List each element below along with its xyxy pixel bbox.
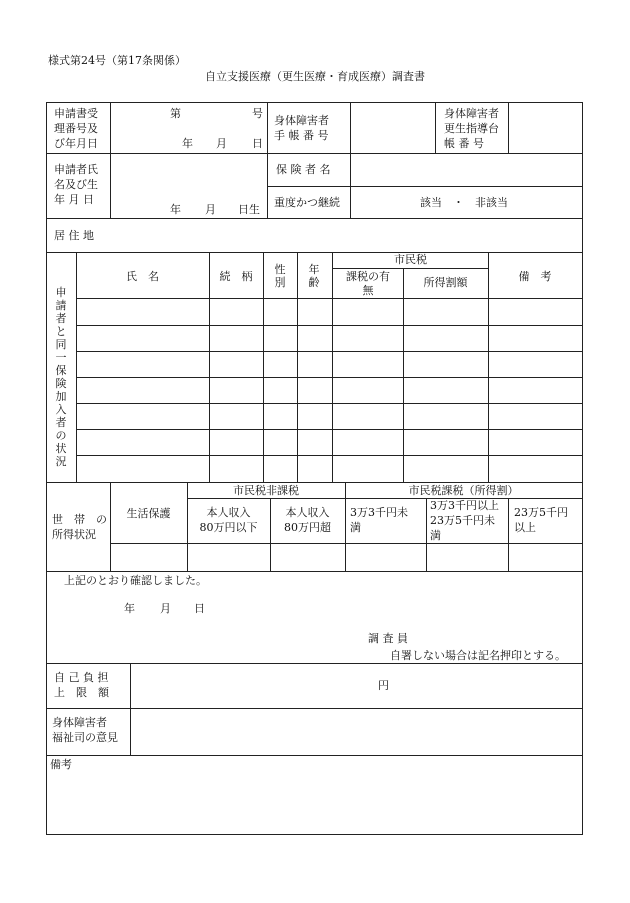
confirm-year: 年: [124, 602, 135, 615]
birth-year: 年: [170, 203, 181, 216]
shido-label-1: 身体障害者: [444, 107, 499, 120]
severe-label: 重度かつ継続: [274, 196, 340, 209]
hikazei-b2: 80万円超: [284, 521, 331, 534]
birth-day: 日生: [238, 203, 260, 216]
kazei-b3: 満: [430, 529, 441, 542]
receipt-label-1: 申請書受: [54, 107, 98, 120]
form-number: 様式第24号（第17条関係）: [48, 54, 186, 67]
receipt-label-3: び年月日: [54, 137, 98, 150]
confirm-text: 上記のとおり確認しました。: [64, 574, 207, 587]
opinion-label-1: 身体障害者: [52, 716, 107, 729]
hikazei-header: 市民税非課税: [233, 484, 299, 497]
receipt-month: 月: [216, 137, 227, 150]
receipt-dai: 第: [170, 107, 181, 120]
hikazei-b1: 本人収入: [285, 506, 330, 519]
severe-value: 該当 ・ 非該当: [420, 196, 508, 209]
limit-label-2: 上 限 額: [54, 686, 109, 699]
kazei-b2: 23万5千円未: [430, 514, 495, 527]
receipt-go: 号: [252, 107, 263, 120]
col-sex: 性別: [274, 263, 286, 289]
col-note: 備 考: [518, 270, 552, 283]
shido-label-2: 更生指導台: [444, 122, 499, 135]
col-tax: 市民税: [394, 253, 427, 266]
page-title: 自立支援医療（更生医療・育成医療）調査書: [205, 70, 425, 83]
limit-label-1: 自 己 負 担: [54, 671, 109, 684]
kazei-a2: 満: [350, 521, 361, 534]
col-tax-sub1: 課税の有 無: [346, 270, 401, 297]
members-side-label: 申請者と同一保険加入者の状況: [55, 286, 67, 468]
opinion-label-2: 福祉司の意見: [52, 731, 118, 744]
col-name: 氏 名: [126, 270, 159, 283]
col-tax-sub2: 所得割額: [423, 276, 468, 289]
kazei-a1: 3万3千円未: [350, 506, 408, 519]
shido-label-3: 帳 番 号: [444, 137, 484, 150]
kazei-header: 市民税課税（所得割）: [408, 484, 519, 497]
kazei-c2: 以上: [514, 521, 536, 534]
income-label-1: 世 帯 の: [52, 513, 107, 526]
confirm-day: 日: [194, 602, 205, 615]
birth-month: 月: [205, 203, 216, 216]
hikazei-a2: 80万円以下: [199, 521, 258, 534]
remarks-label: 備考: [50, 758, 72, 771]
investigator-label: 調 査 員: [368, 632, 408, 645]
address-label: 居 住 地: [54, 229, 94, 242]
kazei-b1: 3万3千円以上: [430, 499, 499, 512]
applicant-label-1: 申請者氏: [54, 163, 98, 176]
kazei-c1: 23万5千円: [514, 506, 568, 519]
col-age: 年齢: [308, 263, 320, 289]
confirm-month: 月: [160, 602, 171, 615]
insurer-label: 保 険 者 名: [276, 163, 331, 176]
receipt-day: 日: [252, 137, 263, 150]
col-relation: 続 柄: [219, 270, 253, 283]
techo-label-2: 手 帳 番 号: [274, 129, 329, 142]
receipt-year: 年: [182, 137, 193, 150]
applicant-label-3: 年 月 日: [54, 193, 94, 206]
seal-note: 自署しない場合は記名押印とする。: [390, 649, 566, 662]
income-label-2: 所得状況: [52, 528, 96, 541]
seikatsu-hogo: 生活保護: [126, 507, 171, 520]
hikazei-a1: 本人収入: [206, 506, 251, 519]
limit-unit: 円: [378, 679, 389, 692]
applicant-label-2: 名及び生: [54, 178, 98, 191]
techo-label-1: 身体障害者: [274, 114, 329, 127]
receipt-label-2: 理番号及: [54, 122, 98, 135]
